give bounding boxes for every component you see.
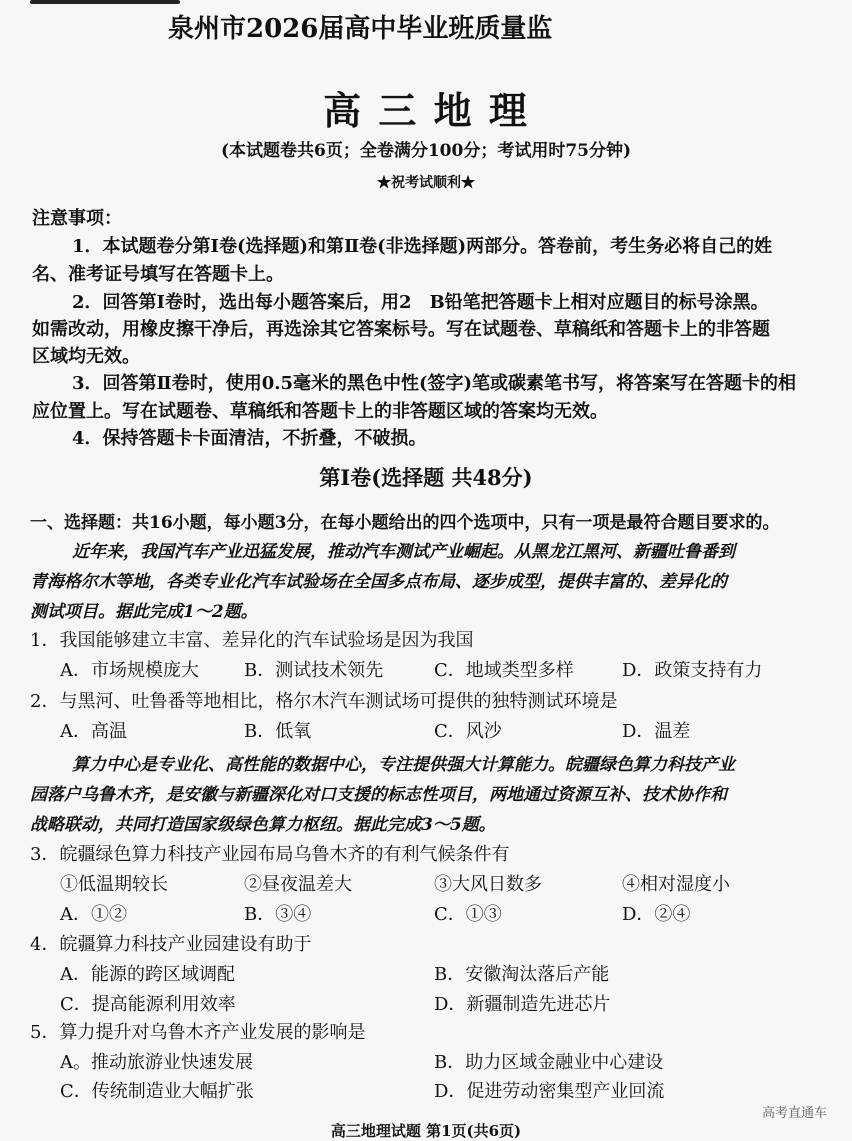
scan-edge-mark: [30, 0, 180, 4]
option-b: B．测试技术领先: [244, 660, 384, 681]
passage-line: 近年来，我国汽车产业迅猛发展，推动汽车测试产业崛起。从黑龙江黑河、新疆吐鲁番到: [72, 542, 735, 562]
notice-line: 名、准考证号填写在答题卡上。: [32, 264, 284, 285]
option-a: A．①②: [60, 904, 127, 925]
choice-item: ④相对湿度小: [622, 874, 730, 895]
exam-info: (本试题卷共6页；全卷满分100分；考试用时75分钟): [220, 141, 632, 161]
question-stem: 1．我国能够建立丰富、差异化的汽车试验场是因为我国: [30, 630, 474, 651]
notice-line: 4．保持答题卡卡面清洁，不折叠，不破损。: [72, 428, 427, 449]
notice-line: 3．回答第Ⅱ卷时，使用0.5毫米的黑色中性(签字)笔或碳素笔书写，将答案写在答题卡的相: [72, 373, 797, 394]
notice-line: 应位置上。写在试题卷、草稿纸和答题卡上的非答题区域的答案均无效。: [32, 401, 608, 422]
option-a: A。推动旅游业快速发展: [60, 1052, 253, 1073]
option-c: C．①③: [434, 904, 502, 925]
section-intro: 一、选择题：共16小题，每小题3分，在每小题给出的四个选项中，只有一项是最符合题目要求的。: [30, 513, 780, 533]
option-d: D．温差: [622, 721, 691, 742]
notice-line: 1．本试题卷分第Ⅰ卷(选择题)和第Ⅱ卷(非选择题)两部分。答卷前，考生务必将自己的姓: [72, 236, 773, 257]
passage-line: 战略联动，共同打造国家级绿色算力枢纽。据此完成3～5题。: [30, 815, 496, 835]
choice-item: ③大风日数多: [434, 874, 542, 895]
notice-line: 2．回答第Ⅰ卷时，选出每小题答案后，用2 B铅笔把答题卡上相对应题目的标号涂黑。: [72, 292, 769, 313]
option-b: B．低氧: [244, 721, 312, 742]
option-b: B．③④: [244, 904, 312, 925]
exam-name: 泉州市2026届高中毕业班质量监: [168, 14, 553, 44]
notice-title: 注意事项：: [32, 208, 122, 229]
option-a: A．能源的跨区域调配: [60, 964, 235, 985]
passage-line: 青海格尔木等地，各类专业化汽车试验场在全国多点布局、逐步成型，提供丰富的、差异化的: [30, 572, 727, 592]
watermark: 高考直通车: [762, 1105, 828, 1120]
option-d: D．政策支持有力: [622, 660, 763, 681]
passage-line: 测试项目。据此完成1～2题。: [30, 602, 258, 622]
subject-title: 高 三 地 理: [323, 88, 529, 133]
choice-item: ①低温期较长: [60, 874, 168, 895]
question-stem: 4．皖疆算力科技产业园建设有助于: [30, 934, 312, 955]
question-stem: 3．皖疆绿色算力科技产业园布局乌鲁木齐的有利气候条件有: [30, 844, 510, 865]
notice-line: 如需改动，用橡皮擦干净后，再选涂其它答案标号。写在试题卷、草稿纸和答题卡上的非答题: [32, 319, 770, 340]
option-d: D．新疆制造先进芯片: [434, 994, 611, 1015]
option-b: B．安徽淘汰落后产能: [434, 964, 610, 985]
option-c: C．风沙: [434, 721, 502, 742]
notice-line: 区域均无效。: [32, 346, 140, 367]
option-c: C．地域类型多样: [434, 660, 574, 681]
page-footer: 高三地理试题 第1页(共6页): [330, 1122, 522, 1140]
option-d: D．促进劳动密集型产业回流: [434, 1081, 665, 1102]
section-title: 第Ⅰ卷(选择题 共48分): [319, 465, 533, 490]
option-c: C．传统制造业大幅扩张: [60, 1081, 254, 1102]
passage-line: 算力中心是专业化、高性能的数据中心，专注提供强大计算能力。皖疆绿色算力科技产业: [72, 755, 735, 775]
question-stem: 2．与黑河、吐鲁番等地相比，格尔木汽车测试场可提供的独特测试环境是: [30, 691, 618, 712]
good-luck-wish: ★祝考试顺利★: [377, 175, 475, 191]
option-b: B．助力区域金融业中心建设: [434, 1052, 664, 1073]
option-c: C．提高能源利用效率: [60, 994, 236, 1015]
option-a: A．高温: [60, 721, 127, 742]
option-a: A．市场规模庞大: [60, 660, 199, 681]
choice-item: ②昼夜温差大: [244, 874, 352, 895]
question-stem: 5．算力提升对乌鲁木齐产业发展的影响是: [30, 1022, 366, 1043]
option-d: D．②④: [622, 904, 691, 925]
passage-line: 园落户乌鲁木齐，是安徽与新疆深化对口支援的标志性项目，两地通过资源互补、技术协作和: [30, 785, 727, 805]
